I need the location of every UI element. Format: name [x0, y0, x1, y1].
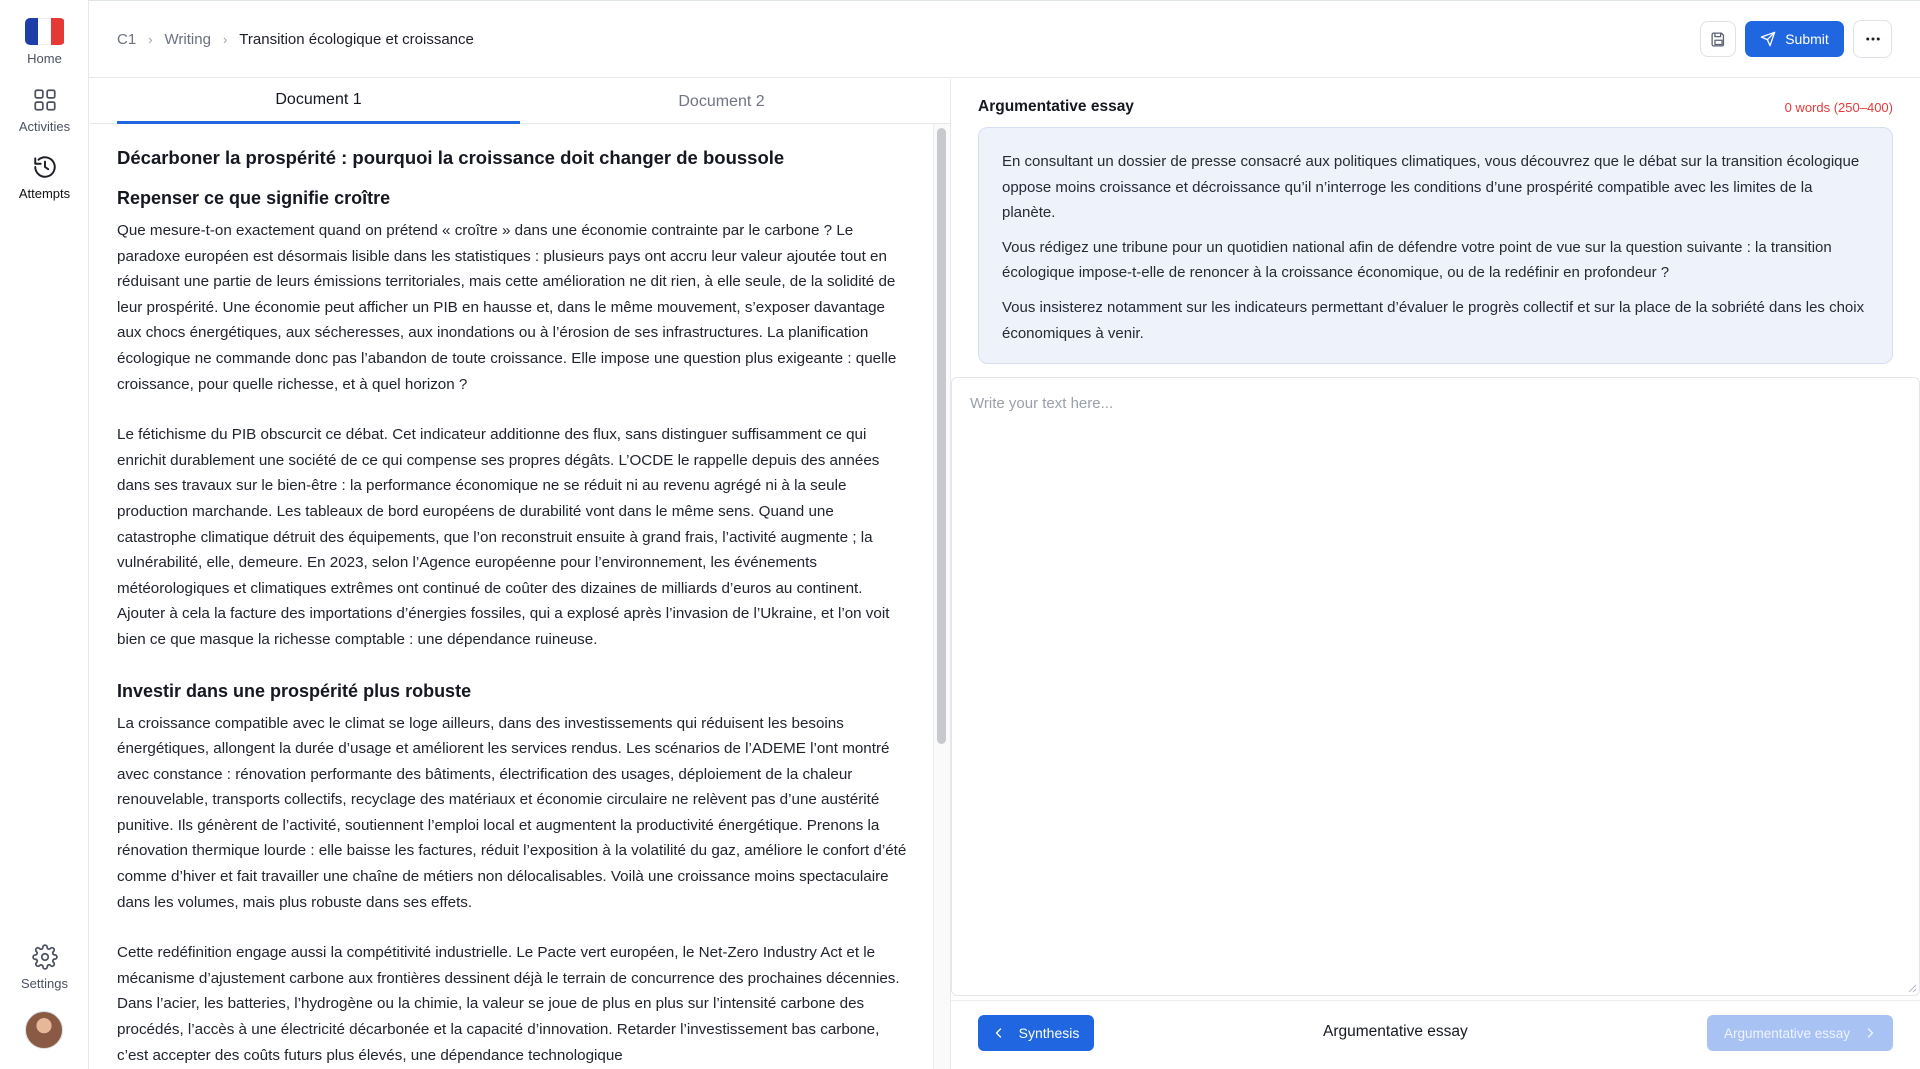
breadcrumb-level[interactable]: C1	[117, 31, 137, 48]
avatar[interactable]	[25, 1011, 63, 1049]
breadcrumb	[117, 31, 474, 48]
previous-task-label: Synthesis	[1018, 1025, 1080, 1041]
submit-label: Submit	[1785, 31, 1829, 47]
tab-label: Document 1	[275, 91, 362, 108]
word-count: 0 words (250–400)	[1784, 100, 1893, 115]
sidebar-item-settings[interactable]	[0, 944, 89, 991]
gear-icon	[0, 944, 89, 970]
sidebar	[0, 0, 89, 1069]
essay-editor	[951, 377, 1920, 996]
submit-button[interactable]	[1745, 21, 1844, 57]
chevron-right-icon	[1864, 1027, 1876, 1039]
save-button[interactable]	[1700, 21, 1736, 57]
sidebar-item-label: Settings	[21, 976, 68, 991]
document-paragraph: Cette redéfinition engage aussi la compétitivité industrielle. Le Pacte vert européen, le Net-Zero Industry Act et le mécanisme d’ajustement carbone aux frontières dessinent déjà le terrain de concurrence des prochaines décennies. Dans l’acier, les batteries, l’hydrogène ou la chimie, la valeur se joue de plus en plus sur l’intensité carbone des procédés, l’accès à une électricité décarbonée et la capacité d’innovation. Retarder l’investissement bas carbone, c’est accepter des coûts futurs plus élevés, une dépendance technologique	[117, 944, 900, 1064]
document-title: Décarboner la prospérité : pourquoi la croissance doit changer de boussole	[117, 147, 785, 168]
prompt-paragraph: Vous rédigez une tribune pour un quotidien national afin de défendre votre point de vue sur la question suivante : la transition écologique impose-t-elle de renoncer à la croissance économique, ou de la redéfinir en profondeur ?	[1002, 238, 1832, 282]
essay-title: Argumentative essay	[978, 98, 1134, 115]
sidebar-item-activities[interactable]	[0, 87, 89, 134]
sidebar-item-label: Activities	[18, 119, 71, 134]
tab-document-2[interactable]	[520, 79, 923, 124]
footer-current-task: Argumentative essay	[1323, 1023, 1468, 1040]
footer-divider	[951, 1000, 1920, 1001]
breadcrumb-current: Transition écologique et croissance	[239, 31, 474, 48]
grid-icon	[0, 87, 89, 113]
previous-task-button[interactable]	[978, 1015, 1094, 1051]
essay-prompt	[978, 127, 1893, 364]
document-tabs	[90, 79, 950, 124]
breadcrumb-section[interactable]: Writing	[164, 31, 211, 48]
more-options-button[interactable]	[1853, 20, 1892, 58]
france-flag-icon	[25, 18, 65, 45]
document-paragraph: La croissance compatible avec le climat se loge ailleurs, dans des investissements qui réduisent les besoins énergétiques, allongent la durée d’usage et améliorent les services rendus. Les scénarios de l’ADEME l’ont montré avec constance : rénovation performante des bâtiments, électrification des usages, déploiement de la chaleur renouvelable, transports collectifs, recyclage des matériaux et économie circulaire ne relèvent pas d’une austérité punitive. Ils génèrent de l’activité, soutiennent l’emploi local et augmentent la productivité énergétique. Prenons la rénovation thermique lourde : elle baisse les factures, réduit l’exposition à la volatilité du gaz, améliore le confort d’été comme d’hiver et fait travailler une chaîne de métiers non délocalisables. Voilà une croissance moins spectaculaire dans les volumes, mais plus robuste dans ses effets.	[117, 714, 907, 911]
sidebar-item-home[interactable]	[0, 18, 89, 66]
resize-handle-icon[interactable]	[1907, 983, 1917, 993]
section-heading: Investir dans une prospérité plus robuste	[117, 680, 472, 701]
history-icon	[0, 154, 89, 180]
chevron-right-icon: ›	[222, 32, 228, 47]
send-icon	[1760, 31, 1776, 47]
document-scrollbar-thumb[interactable]	[937, 128, 946, 744]
sidebar-item-label: Home	[27, 51, 62, 66]
document-paragraph: Le fétichisme du PIB obscurcit ce débat. Cet indicateur additionne des flux, sans distinguer suffisamment ce qui enrichit durablement une société de ce qui compense ses propres dégâts. L’OCDE le rappelle depuis des années dans ses travaux sur le bien-être : la performance économique ne se réduit ni au revenu agrégé ni à la seule production marchande. Les tableaux de bord européens de durabilité vont dans le même sens. Quand une catastrophe climatique détruit des équipements, que l’on reconstruit ensuite à grand frais, l’activité augmente ; la vulnérabilité, elle, demeure. En 2023, selon l’Agence européenne pour l’environnement, les événements météorologiques et climatiques extrêmes ont continué de coûter des dizaines de milliards d’euros au continent. Ajouter à cela la facture des importations d’énergies fossiles, qui a explosé après l’invasion de l’Ukraine, et l’on voit bien ce que masque la richesse comptable : une dépendance ruineuse.	[117, 426, 890, 648]
document-content	[117, 146, 909, 1069]
prompt-paragraph: Vous insisterez notamment sur les indicateurs permettant d’évaluer le progrès collectif et sur la place de la sobriété dans les choix économiques à venir.	[1002, 298, 1865, 342]
document-paragraph: Que mesure-t-on exactement quand on prétend « croître » dans une économie contrainte par le carbone ? Le paradoxe européen est désormais lisible dans les statistiques : plusieurs pays ont accru leur valeur ajoutée tout en réduisant une partie de leurs émissions territoriales, mais cette amélioration ne dit rien, à elle seule, de la solidité de leur prospérité. Une économie peut afficher un PIB en hausse et, dans le même mouvement, s’exposer davantage aux chocs énergétiques, aux sécheresses, aux inondations ou à l’érosion de ses infrastructures. La planification écologique ne commande donc pas l’abandon de toute croissance. Elle impose une question plus exigeante : quelle croissance, pour quelle richesse, et à quel horizon ?	[117, 222, 897, 393]
save-icon	[1710, 31, 1727, 48]
essay-text-input[interactable]	[952, 378, 1919, 995]
sidebar-item-attempts[interactable]	[0, 154, 89, 201]
top-bar	[89, 0, 1920, 78]
next-task-button[interactable]	[1707, 1015, 1893, 1051]
tab-label: Document 2	[678, 92, 765, 110]
next-task-label: Argumentative essay	[1723, 1025, 1851, 1041]
prompt-paragraph: En consultant un dossier de presse consacré aux politiques climatiques, vous découvrez que le débat sur la transition écologique oppose moins croissance et décroissance qu’il n’interroge les conditions d’une prospérité compatible avec les limites de la planète.	[1002, 153, 1860, 222]
tab-document-1[interactable]	[117, 79, 520, 124]
chevron-right-icon: ›	[148, 32, 153, 47]
sidebar-item-label: Attempts	[18, 186, 71, 201]
section-heading: Repenser ce que signifie croître	[117, 188, 391, 208]
chevron-left-icon	[993, 1027, 1005, 1039]
more-horizontal-icon	[1864, 30, 1882, 48]
